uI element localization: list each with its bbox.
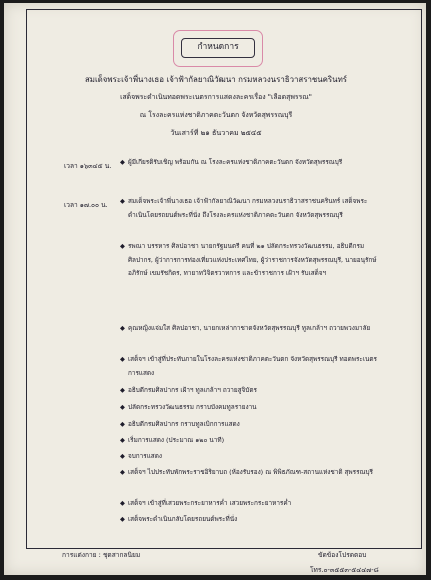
list-item (120, 240, 382, 281)
list-item (120, 434, 382, 448)
list-item (120, 401, 382, 415)
diamond-bullet-icon: ◆ (120, 468, 125, 476)
time-label: เวลา ๑๗.๐๐ น. (64, 201, 108, 209)
diamond-bullet-icon: ◆ (120, 420, 125, 428)
list-item (120, 384, 382, 398)
list-item (120, 156, 382, 170)
list-item-text: เสด็จพระดำเนินกลับโดยรถยนต์พระที่นั่ง (128, 515, 238, 523)
diamond-bullet-icon: ◆ (120, 386, 125, 394)
diamond-bullet-icon: ◆ (120, 355, 125, 363)
list-item-text: คุณหญิงแจ่มใส ศิลปอาชา, นายกเหล่ากาชาดจังหวัดสุพรรณบุรี ทูลเกล้าฯ ถวายพวงมาลัย (128, 324, 371, 332)
list-item (120, 466, 382, 480)
time-label: เวลา ๑๖๓๔๕ น. (64, 162, 112, 170)
rsvp-phone: โทร.๐-๓๕๕๓-๕๔๔๗-๘ (310, 566, 379, 574)
list-item-text: อธิบดีกรมศิลปากร กราบทูลเบิกการแสดง (128, 420, 240, 428)
list-item (120, 353, 382, 380)
diamond-bullet-icon: ◆ (120, 515, 125, 523)
diamond-bullet-icon: ◆ (120, 403, 125, 411)
title-badge (173, 30, 263, 67)
list-item (120, 513, 382, 527)
list-item (120, 195, 382, 222)
diamond-bullet-icon: ◆ (120, 436, 125, 444)
list-item (120, 418, 382, 432)
list-item-text: เสด็จฯ ไปประทับพักพระราชอิริยาบถ (ห้องรับรอง) ณ พิพิธภัณฑ-สถานแห่งชาติ สุพรรณบุรี (128, 468, 373, 476)
heading-line-2: เสด็จพระดำเนินทอดพระเนตรการแสดงละครเรื่อง "เลือดสุพรรณ" (120, 93, 312, 101)
diamond-bullet-icon: ◆ (120, 197, 125, 205)
list-item (120, 450, 382, 464)
list-item (120, 497, 382, 511)
list-item-text: ปลัดกระทรวงวัฒนธรรม กราบบังคมทูลรายงาน (128, 403, 257, 411)
list-item-text: เริ่มการแสดง (ประมาณ ๑๒๐ นาที) (128, 436, 225, 444)
rsvp-label: ขัดข้องโปรดตอบ (318, 551, 367, 559)
list-item-text: ผู้มีเกียรติรับเชิญ พร้อมกัน ณ โรงละครแห่งชาติภาคตะวันตก จังหวัดสุพรรณบุรี (128, 158, 343, 166)
dress-code: การแต่งกาย : ชุดสากลนิยม (62, 551, 141, 559)
heading-line-1: สมเด็จพระเจ้าพี่นางเธอ เจ้าฟ้ากัลยาณิวัฒนา กรมหลวงนราธิวาสราชนครินทร์ (84, 75, 348, 84)
list-item-text: เสด็จฯ เข้าสู่ที่เสวยพระกระยาหารค่ำ เสวยพระกระยาหารค่ำ (128, 499, 292, 507)
list-item-text: สมเด็จพระเจ้าพี่นางเธอ เจ้าฟ้ากัลยาณิวัฒนา กรมหลวงนราธิวาสราชนครินทร์ เสด็จพระดำเนินโดยรถยนต์พระที่นั่ง ถึงโรงละครแห่งชาติภาคตะวันตก จังหวัดสุพรรณบุรี (128, 197, 368, 219)
list-item (120, 322, 382, 336)
diamond-bullet-icon: ◆ (120, 452, 125, 460)
list-item-text: รพณา บรรหาร ศิลปอาชา นายกรัฐมนตรี คนที่ ๒๑ ปลัดกระทรวงวัฒนธรรม, อธิบดีกรมศิลปากร, ผู้ว่าการการท่องเที่ยวแห่งประเทศไทย, ผู้ว่าราชการจังหวัดสุพรรณบุรี, นายอนุรักษ์ อภิรักษ์ เขมรัชกิตร, ทายาทวิจิตรวาทการ และข้าราชการ เฝ้าฯ รับเสด็จฯ (128, 242, 377, 277)
list-item-text: อธิบดีกรมศิลปากร เฝ้าฯ ทูลเกล้าฯ ถวายสูจิบัตร (128, 386, 257, 394)
heading-line-4: วันเสาร์ที่ ๒๑ ธันวาคม ๒๕๔๕ (170, 128, 262, 137)
document-page (4, 3, 426, 575)
badge-label: กำหนดการ (181, 38, 255, 58)
heading-line-3: ณ โรงละครแห่งชาติภาคตะวันตก จังหวัดสุพรรณบุรี (139, 111, 293, 119)
diamond-bullet-icon: ◆ (120, 158, 125, 166)
diamond-bullet-icon: ◆ (120, 242, 125, 250)
list-item-text: จบการแสดง (128, 452, 162, 460)
diamond-bullet-icon: ◆ (120, 499, 125, 507)
diamond-bullet-icon: ◆ (120, 324, 125, 332)
list-item-text: เสด็จฯ เข้าสู่ที่ประทับภายในโรงละครแห่งชาติภาคตะวันตก จังหวัดสุพรรณบุรี ทอดพระเนตรการแสดง (128, 355, 377, 377)
